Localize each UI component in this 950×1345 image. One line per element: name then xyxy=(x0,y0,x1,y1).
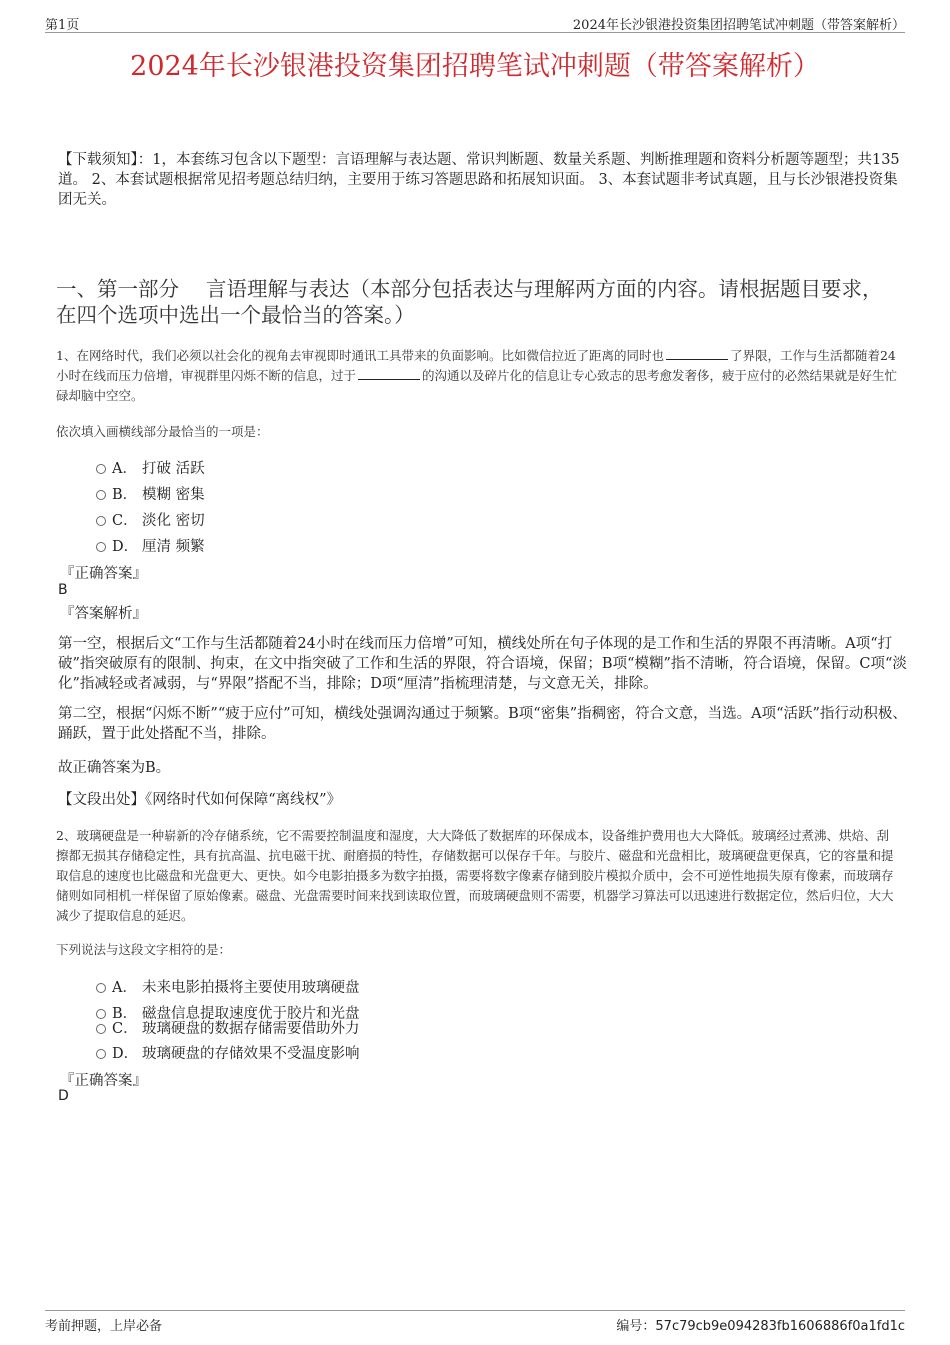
q2-option-a[interactable]: A． 未来电影拍摄将主要使用玻璃硬盘 xyxy=(96,976,360,997)
download-notice: 【下载须知】：1，本套练习包含以下题型：言语理解与表达题、常识判断题、数量关系题、判断推理题和资料分析题等题型；共135道。 2、本套试题根据常见招考题总结归纳，主要用于练习答题思路和拓展知识面。 3、本套试题非考试真题，且与长沙银港投资集团无关。 xyxy=(58,152,900,208)
page-number: 第1页 xyxy=(45,18,80,33)
section-title: 一、第一部分 言语理解与表达（本部分包括表达与理解两方面的内容。请根据题目要求，在四个选项中选出一个最恰当的答案。） xyxy=(56,277,883,327)
footer-code: 编号：57c79cb9e094283fb1606886f0a1fd1c xyxy=(616,1319,905,1334)
fill-blank-2 xyxy=(358,367,420,380)
radio-icon[interactable] xyxy=(96,490,106,500)
q2-option-c[interactable]: C． 玻璃硬盘的数据存储需要借助外力 xyxy=(96,1017,360,1038)
question-2-stem: 2、玻璃硬盘是一种崭新的冷存储系统，它不需要控制温度和湿度，大大降低了数据库的环保成本，设备维护费用也大大降低。玻璃经过煮沸、烘焙、刮擦都无损其存储稳定性，具有抗高温、抗电磁干扰、耐磨损的特性，存储数据可以保存千年。与胶片、磁盘和光盘相比，玻璃硬盘更保真，它的容量和提取信息的速度也比磁盘和光盘更大、更快。如今电影拍摄多为数字拍摄，需要将数字像素存储到胶片模拟介质中，会不可逆性地损失原有像素，而玻璃存储则如同相机一样保留了原始像素。磁盘、光盘需要时间来找到读取位置，而玻璃硬盘则不需要，机器学习算法可以迅速进行数据定位，然后归位，大大减少了提取信息的延迟。 xyxy=(56,828,894,923)
question-1-prompt: 依次填入画横线部分最恰当的一项是： xyxy=(56,424,269,439)
fill-blank-1 xyxy=(666,347,728,360)
page-header xyxy=(45,0,905,33)
radio-icon[interactable] xyxy=(96,983,106,993)
q2-answer-label: 『正确答案』 xyxy=(60,1073,147,1089)
q1-option-a[interactable]: A． 打破 活跃 xyxy=(96,457,205,478)
page-footer xyxy=(45,1310,905,1334)
question-2-prompt: 下列说法与这段文字相符的是： xyxy=(56,942,232,957)
q1-analysis-para-1: 第一空，根据后文“工作与生活都随着24小时在线而压力倍增”可知，横线处所在句子体现的是工作和生活的界限不再清晰。A项“打破”指突破原有的限制、拘束，在文中指突破了工作和生活的界限，符合语境，保留；B项“模糊”指不清晰，符合语境，保留。C项“淡化”指减轻或者减弱，与“界限”搭配不当，排除；D项“厘清”指梳理清楚，与文意无关，排除。 xyxy=(58,636,907,692)
q1-answer: B xyxy=(58,582,68,598)
radio-icon[interactable] xyxy=(96,516,106,526)
q1-answer-label: 『正确答案』 xyxy=(60,566,147,582)
q1-analysis-conclusion: 故正确答案为B。 xyxy=(58,760,171,776)
q2-answer: D xyxy=(58,1088,69,1104)
document-title: 2024年长沙银港投资集团招聘笔试冲刺题（带答案解析） xyxy=(130,51,820,82)
question-1-stem: 1、在网络时代，我们必须以社会化的视角去审视即时通讯工具带来的负面影响。比如微信拉近了距离的同时也 了界限，工作与生活都随着24小时在线而压力倍增，审视群里闪烁不断的信息，过于 的沟通以及碎片化的信息让专心致志的思考愈发奢侈，疲于应付的必然结果就是好生忙碌却脑中空空。 xyxy=(56,348,898,403)
q1-source: 【文段出处】《网络时代如何保障“离线权”》 xyxy=(58,792,342,808)
radio-icon[interactable] xyxy=(96,1024,106,1034)
radio-icon[interactable] xyxy=(96,542,106,552)
q1-option-c[interactable]: C． 淡化 密切 xyxy=(96,509,205,530)
footer-slogan: 考前押题，上岸必备 xyxy=(45,1319,163,1334)
q1-option-d[interactable]: D． 厘清 频繁 xyxy=(96,535,205,556)
q1-option-b[interactable]: B． 模糊 密集 xyxy=(96,483,205,504)
radio-icon[interactable] xyxy=(96,464,106,474)
q1-analysis-label: 『答案解析』 xyxy=(60,606,147,622)
q2-option-b[interactable]: B． 磁盘信息提取速度优于胶片和光盘 xyxy=(96,1002,360,1023)
q1-analysis-para-2: 第二空，根据“闪烁不断”“疲于应付”可知，横线处强调沟通过于频繁。B项“密集”指稠密，符合文意，当选。A项“活跃”指行动积极、踊跃，置于此处搭配不当，排除。 xyxy=(58,706,907,742)
radio-icon[interactable] xyxy=(96,1049,106,1059)
q2-option-d[interactable]: D． 玻璃硬盘的存储效果不受温度影响 xyxy=(96,1042,360,1063)
header-doc-title: 2024年长沙银港投资集团招聘笔试冲刺题（带答案解析） xyxy=(572,18,905,33)
